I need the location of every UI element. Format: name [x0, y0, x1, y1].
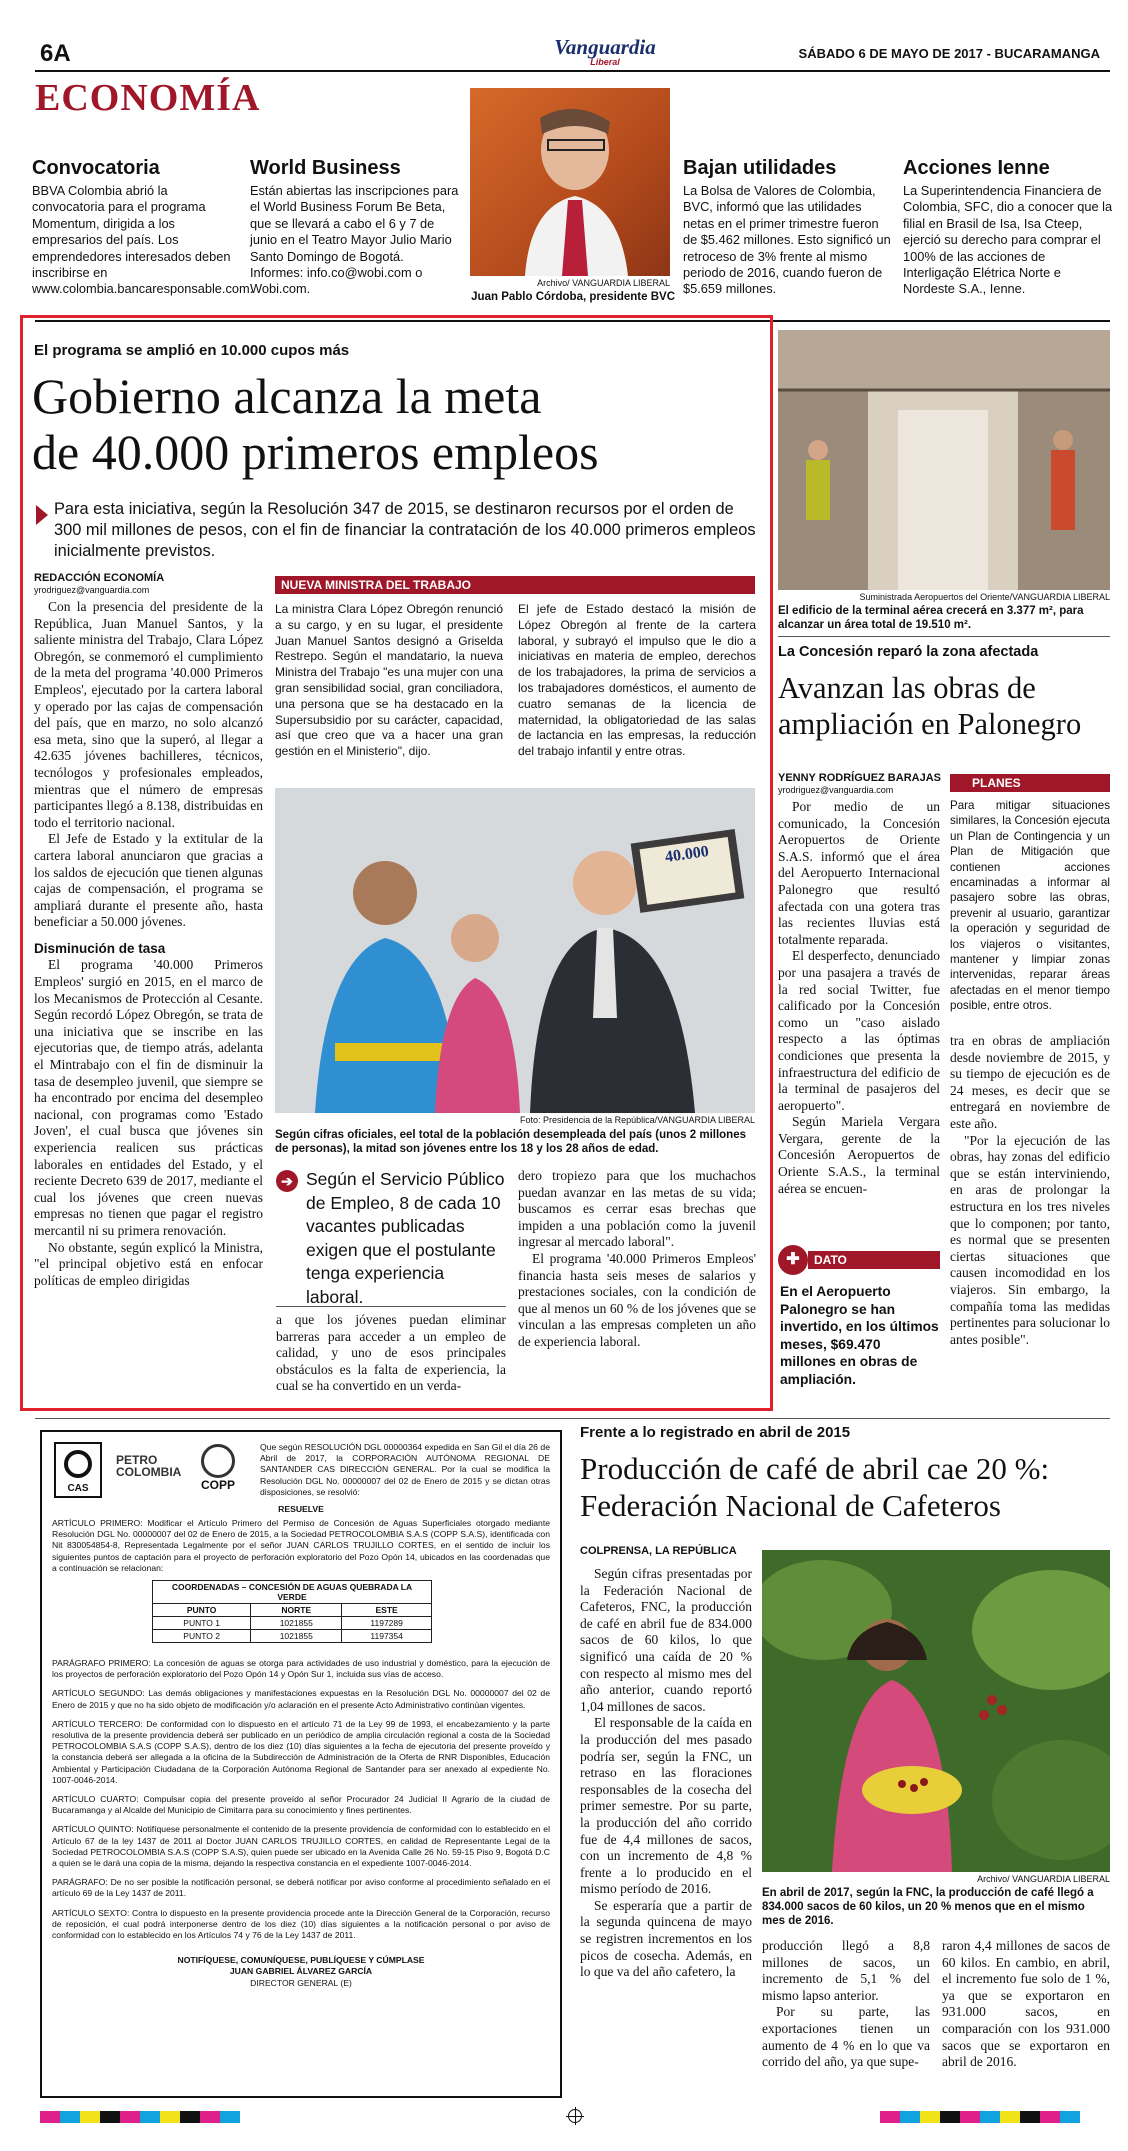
- bvc-photo-caption: Juan Pablo Córdoba, presidente BVC: [471, 291, 675, 303]
- color-registration-bar-right: [880, 2110, 1080, 2128]
- main-deck: Para esta iniciativa, según la Resolución 347 de 2015, se destinaron recursos por el orden de 300 mil millones de pesos, con el fin de financiar la contratación de los 40.000 primeros empleos inicialmente previstos.: [54, 500, 756, 560]
- plaque-text: 40.000: [663, 843, 710, 866]
- table-cell: 1197354: [342, 1630, 432, 1643]
- coffee-col-2: [762, 1938, 930, 2071]
- airport-col-1: [778, 799, 940, 1197]
- dato-box: [778, 1245, 940, 1395]
- copp-logo-text: COPP: [200, 1478, 235, 1492]
- legal-art-6: ARTÍCULO SEXTO: Contra lo dispuesto en la presente providencia procede ante la Dirección General de la Corporación, recurso de reposición, el cual podrá interponerse dentro de los diez (10) días siguientes a la notificación personal o por aviso de conformidad con lo establecido en los Artículos 74 y 76 de la Ley 1437 de 2011.: [52, 1907, 550, 1941]
- color-registration-bar-left: [40, 2110, 240, 2128]
- paragraph: Con la presencia del presidente de la República, Juan Manuel Santos, y la saliente ministra del Trabajo, Clara López Obregón, se conmemoró el cumplimiento de la meta del programa '40.000 Primeros Empleos', ejecutado por la cartera laboral y operado por las cajas de compensación del país, que en marzo, no solo alcanzó esa meta, sino que la superó, al llegar a 42.635 jóvenes bachilleres, técnicos, tecnólogos y profesionales empleados, mientras que el número de empresas participantes llegó a 8.138, distribuidas en todo el territorio nacional.: [34, 599, 263, 830]
- portrait-illustration: [470, 88, 670, 276]
- main-col-3-bottom: [518, 1168, 756, 1351]
- table-header: ESTE: [342, 1604, 432, 1617]
- headline-line-2: Federación Nacional de Cafeteros: [580, 1488, 1001, 1523]
- coffee-headline: [580, 1450, 1110, 1524]
- brief-text: La Superintendencia Financiera de Colombia, SFC, dio a conocer que la filial en Brasil de Isa, Isa Cteep, ejerció su derecho para comprar el 100% de las acciones de Interligação Elétrica Norte e Nordeste S.A., Ienne.: [903, 183, 1113, 297]
- coffee-photo-credit: Archivo/ VANGUARDIA LIBERAL: [977, 1874, 1110, 1884]
- airport-col-2: [950, 1033, 1110, 1348]
- legal-articles: [52, 1658, 550, 1989]
- section-title: ECONOMÍA: [35, 77, 261, 119]
- legal-signer: JUAN GABRIEL ÁLVAREZ GARCÍA: [229, 1966, 373, 1977]
- paragraph: No obstante, según explicó la Ministra, "el principal objetivo está en enfocar políticas de empleo dirigidas: [34, 1239, 263, 1288]
- legal-art-5: ARTÍCULO QUINTO: Notifíquese personalmente el contenido de la presente providencia de conformidad con lo establecido en el Artículo 67 de la ley 1437 de 2011 al Doctor JUAN CARLOS TRUJILLO CORTES, en calidad de Representante Legal de la Sociedad PETROCOLOMBIA S.A.S (COPP S.A.S), quien puede ser ubicado en la Avenida Calle 26 No. 59-15 Piso 9, Bogotá D.C a quien se le dará una copia de la misma, dejando la respectiva constancia en el expediente 1007-0046-2014.: [52, 1824, 550, 1869]
- legal-paragrafo-primero: PARÁGRAFO PRIMERO: La concesión de aguas se otorga para actividades de uso industrial y doméstico, para la ejecución de los proyectos de perforación exploratorio del Pozo Opón 14 y Opón Sur 1, incluida sus vías de acceso.: [52, 1658, 550, 1680]
- airport-photo: [778, 330, 1110, 590]
- coffee-byline: COLPRENSA, LA REPÚBLICA: [580, 1545, 737, 1557]
- legal-logos: [54, 1442, 254, 1502]
- table-header: PUNTO: [153, 1604, 251, 1617]
- main-subhead: Disminución de tasa: [34, 940, 166, 956]
- byline-email: yrodriguez@vanguardia.com: [778, 785, 894, 795]
- legal-art-4: ARTÍCULO CUARTO: Compulsar copia del presente proveído al señor Procurador 24 Judicial II Agrario de la ciudad de Bucaramanga y al Alcalde del Municipio de Cimitarra para su conocimiento y fines pertinentes.: [52, 1794, 550, 1816]
- masthead-title: Vanguardia: [554, 35, 656, 59]
- paragraph: El desperfecto, denunciado por una pasajera a través de la red social Twitter, fue calificado por la Concesión como un "caso aislado respecto a las óptimas condiciones que presenta la infraestructura del edificio de la terminal de pasajeros del aeropuerto".: [778, 948, 940, 1113]
- deck-marker: [36, 505, 48, 525]
- coordinates-table: [152, 1580, 432, 1643]
- paragraph: "Por la ejecución de las obras, hay zonas del edificio que se están interviniendo, en aras de prolongar la estructura en los tres niveles que lo componen; por tanto, es normal que se presenten ciertas situaciones que causen incomodidad en los viajeros. Sin embargo, la compañía toma las medidas pertinentes para solucionar lo antes posible".: [950, 1132, 1110, 1347]
- cas-emblem-icon: [64, 1450, 92, 1478]
- main-kicker: El programa se amplió en 10.000 cupos más: [34, 342, 350, 359]
- main-byline: [34, 572, 164, 596]
- bvc-photo-credit: Archivo/ VANGUARDIA LIBERAL: [537, 278, 670, 288]
- cas-logo: [54, 1442, 102, 1498]
- main-col-1: [34, 599, 263, 1289]
- legal-closing: NOTIFÍQUESE, COMUNÍQUESE, PUBLÍQUESE Y CÚMPLASE: [177, 1955, 425, 1966]
- sidebar-title: NUEVA MINISTRA DEL TRABAJO: [275, 576, 755, 594]
- paragraph: Según cifras presentadas por la Federación Nacional de Cafeteros, FNC, la producción de café en abril fue de 834.000 sacos de 60 kilos, lo que significó una caída de 20 % con respecto al mismo mes del año anterior, cuando reportó 1,04 millones de sacos.: [580, 1566, 752, 1714]
- legal-art-1: ARTÍCULO PRIMERO: Modificar el Artículo Primero del Permiso de Concesión de Aguas Superficiales otorgado mediante Resolución DGL No. 00000007 del 02 de Enero de 2015, a la Sociedad PETROCOLOMBIA S.A.S (COPP S.A.S), identificada con Nit 830054854-8, Representada Legalmente por el señor JUAN CARLOS TRUJILLO CORTES, en el sentido de incluir los siguientes puntos de captación para el proyecto de perforación exploratorio del Pozo Opón 14, ubicados en las coordenadas que a continuación se relacionan:: [52, 1518, 550, 1573]
- paragraph: Se esperaría que a partir de la segunda quincena de mayo se registren incrementos en los picos de cosecha. Además, en lo que va del año cafetero, la: [580, 1897, 752, 1980]
- sidebar-col-2: El jefe de Estado destacó la misión de López Obregón al frente de la cartera laboral, y subrayó el impulso que le dio a iniciativas en materia de empleo, derechos de los trabajadores, la prima de servicios a los trabajadores domésticos, el aumento de cuatro semanas de la licencia de maternidad, la obligatoriedad de las salas de lactancia en las empresas, la reducción del trabajo infantil y entre otras.: [518, 602, 756, 759]
- paragraph: El responsable de la caída en la producción del mes pasado podría ser, según la FNC, un retraso en las floraciones responsables de la cosecha del primer semestre. Por su parte, la producción del año corrido fue de 4,4 millones de sacos, con un incremento de 4,8 % frente a lo producido en el mismo período de 2016.: [580, 1715, 752, 1897]
- santos-photo: [275, 788, 755, 1113]
- brief-world-business: [250, 157, 460, 298]
- dato-icon: ✚: [778, 1245, 808, 1275]
- legal-paragrafo: PARÁGRAFO: De no ser posible la notificación personal, se deberá notificar por aviso conforme al procedimiento señalado en el artículo 69 de la Ley 1437 de 2011.: [52, 1877, 550, 1899]
- legal-notice: [40, 1430, 562, 2098]
- paragraph: El programa '40.000 Primeros Empleos' financia hasta seis meses de salarios y prestaciones sociales, con la condición de que al menos un 60 % de los jóvenes que se vinculan a las empresas completen un año de experiencia laboral.: [518, 1250, 756, 1349]
- copp-logo: [186, 1444, 250, 1492]
- table-cell: PUNTO 2: [153, 1630, 251, 1643]
- brief-text: Están abiertas las inscripciones para el World Business Forum Be Beta, que se llevará a cabo el 6 y 7 de junio en el Teatro Mayor Julio Mario Santo Domingo de Bogotá. Informes: info.co@wobi.com o Wobi.com.: [250, 183, 459, 297]
- paragraph: dero tropiezo para que los muchachos puedan avanzar en las metas de su vida; buscamos es cerrar esas brechas que impiden a una población como la juvenil ingresar al mercado laboral".: [518, 1168, 756, 1250]
- masthead: [535, 36, 675, 67]
- masthead-sub: Liberal: [590, 57, 620, 67]
- pullquote-rule: [276, 1306, 506, 1307]
- airport-headline: Avanzan las obras de ampliación en Palonegro: [778, 671, 1082, 741]
- airport-photo-caption: El edificio de la terminal aérea crecerá en 3.377 m², para alcanzar un área total de 19.510 m².: [778, 605, 1084, 631]
- table-cell: 1021855: [251, 1630, 342, 1643]
- coffee-picker-illustration: [762, 1550, 1110, 1872]
- airport-rule: [778, 636, 1110, 637]
- coffee-photo-caption: En abril de 2017, según la FNC, la producción de café llegó a 834.000 sacos de 60 kilos, un 20 % menos que en el mismo mes de 2016.: [762, 1887, 1094, 1927]
- brief-title: Acciones Ienne: [903, 157, 1050, 179]
- table-header: NORTE: [251, 1604, 342, 1617]
- legal-resuelve: RESUELVE: [278, 1504, 324, 1514]
- copp-emblem-icon: [201, 1444, 235, 1478]
- dato-text: En el Aeropuerto Palonegro se han invertido, en los últimos meses, $69.470 millones en obras de ampliación.: [780, 1284, 939, 1387]
- coffee-photo: [762, 1550, 1110, 1872]
- table-cell: PUNTO 1: [153, 1617, 251, 1630]
- cas-logo-text: CAS: [67, 1483, 89, 1494]
- brief-text: BBVA Colombia abrió la convocatoria para el programa Momentum, dirigida a los empresarios del país. Los emprendedores interesados deben inscribirse en www.colombia.bancaresponsable.com.: [32, 183, 254, 297]
- santos-photo-credit: Foto: Presidencia de la República/VANGUARDIA LIBERAL: [520, 1115, 755, 1125]
- bvc-president-photo: [470, 88, 670, 276]
- table-cell: 1021855: [251, 1617, 342, 1630]
- table-title: COORDENADAS – CONCESIÓN DE AGUAS QUEBRADA LA VERDE: [153, 1581, 432, 1604]
- table-row: [153, 1617, 432, 1630]
- headline-line-1: Producción de café de abril cae 20 %:: [580, 1451, 1050, 1486]
- main-col-2-bottom: a que los jóvenes puedan eliminar barreras para acceder a un empleo de calidad, y uno de esos principales obstáculos es la falta de experiencia, la cual se ha convertido en un verda-: [276, 1312, 506, 1394]
- table-cell: 1197289: [342, 1617, 432, 1630]
- santos-photo-caption: Según cifras oficiales, eel total de la población desempleada del país (unos 2 millones de personas), la mitad son jóvenes entre los 18 y los 28 años de edad.: [275, 1129, 747, 1155]
- dato-title: DATO: [808, 1251, 940, 1269]
- petro-logo-text: PETRO COLOMBIA: [116, 1453, 182, 1479]
- brief-convocatoria: [32, 157, 254, 298]
- airport-kicker: La Concesión reparó la zona afectada: [778, 644, 1039, 660]
- legal-intro: Que según RESOLUCIÓN DGL 00000364 expedida en San Gil el día 26 de Abril de 2017, la CORPORACIÓN AUTÓNOMA REGIONAL DE SANTANDER CAS DIRECCIÓN GENERAL. Por la cual se modifica la Resolución DGL No. 00000007 del 02 de Enero de 2015 y se dictan otras disposiciones, se resolvió:: [260, 1442, 550, 1497]
- lower-rule: [35, 1418, 1110, 1419]
- coffee-col-1: [580, 1566, 752, 1981]
- planes-text: Para mitigar situaciones similares, la Concesión ejecuta un Plan de Contingencia y un Plan de Mitigación que contienen acciones encaminadas a informar al pasajero sobre las obras, prevenir al usuario, garantizar la operación y seguridad de los viajeros o visitantes, mantener y limpiar zonas intervenidas, reparar áreas afectadas en el menor tiempo posible, entre otros.: [950, 799, 1110, 1013]
- sidebar-col-1: La ministra Clara López Obregón renunció a su cargo, y en su lugar, el presidente Juan Manuel Santos designó a Griselda Restrepo. Según el mandatario, la nueva Ministra del Trabajo "es una mujer con una gran sensibilidad social, gran conciliadora, una persona que se ha destacado en la Supersubsidio por su carácter, capacidad, así que creo que va a hacer una gran gestión en el Ministerio", dijo.: [275, 602, 503, 759]
- airport-byline: [778, 772, 941, 796]
- coffee-kicker: Frente a lo registrado en abril de 2015: [580, 1424, 851, 1441]
- byline-name: REDACCIÓN ECONOMÍA: [34, 572, 165, 584]
- pullquote-icon: ➔: [276, 1170, 298, 1192]
- paragraph: El programa '40.000 Primeros Empleos' surgió en 2015, en el marco de los Mecanismos de Protección al Cesante. Según recordó López Obregón, se trata de una iniciativa que se inscribe en las ejecutorias que, de tiempo atrás, adelanta el Mintrabajo con el fin de disminuir la tasa de desempleo juvenil, que siempre se ha encontrado por encima del desempleo nacional, con programas como 'Estado Joven', el cual busca que jóvenes sin experiencia realicen sus prácticas laborales en entidades del Estado, y el reciente Decreto 639 de 2017, mediante el cual los jóvenes que creen nuevas empresas no tienen que pagar el registro mercantil ni su primera renovación.: [34, 957, 263, 1238]
- paragraph: Según Mariela Vergara Vergara, gerente de la Concesión Aeropuertos de Oriente S.A.S., la terminal aérea se encuen-: [778, 1114, 940, 1196]
- ceremony-illustration: [275, 788, 755, 1113]
- petro-logo: [116, 1453, 182, 1479]
- coffee-col-3: raron 4,4 millones de sacos de 60 kilos. En cambio, en abril, el incremento fue solo de 1 %, ya que se exportaron en 931.000 sacos, en comparación con los 931.000 sacos que se exportaron en abril de 2016.: [942, 1938, 1110, 2070]
- headline-line-2: de 40.000 primeros empleos: [32, 424, 599, 480]
- paragraph: producción llegó a 8,8 millones de sacos, un incremento de 5,1 % del mismo lapso anterior.: [762, 1938, 930, 2003]
- terminal-illustration: [778, 330, 1110, 590]
- planes-title: PLANES: [950, 774, 1110, 792]
- legal-art-2: ARTÍCULO SEGUNDO: Las demás obligaciones y manifestaciones expuestas en la Resolución DGL No. 00000007 del 02 de Enero de 2015 y que no ha sido objeto de modificación y/o aclaración en el presente Acto Administrativo continúan vigentes.: [52, 1688, 550, 1710]
- brief-bajan-utilidades: [683, 157, 893, 298]
- date-line: SÁBADO 6 DE MAYO DE 2017 - BUCARAMANGA: [798, 46, 1100, 61]
- brief-acciones-ienne: [903, 157, 1113, 298]
- table-row: [153, 1630, 432, 1643]
- main-headline: [32, 368, 762, 480]
- brief-text: La Bolsa de Valores de Colombia, BVC, informó que las utilidades netas en el primer trimestre fueron de $5.462 millones. Esto significó un retroceso de 3% frente al mismo periodo de 2016, cuando fueron de $5.659 millones.: [683, 183, 891, 297]
- paragraph: Por medio de un comunicado, la Concesión Aeropuertos de Oriente S.A.S. informó que el área del Aeropuerto Internacional Palonegro que resultó afectada con una gotera tras las recientes lluvias está totalmente reparada.: [778, 799, 940, 947]
- brief-title: Convocatoria: [32, 157, 160, 179]
- legal-signer-title: DIRECTOR GENERAL (E): [250, 1977, 352, 1988]
- registration-mark-icon: [568, 2109, 582, 2123]
- legal-art-3: ARTÍCULO TERCERO: De conformidad con lo dispuesto en el artículo 71 de la Ley 99 de 1993, el encabezamiento y la parte resolutiva de la presente providencia deberá ser publicado en un periódico de amplia circulación regional a costa de la Sociedad PETROCOLOMBIA S.A.S (COPP S.A.S), dentro de los diez (10) días siguientes a la fecha de ejecutoria del presente proveído y la constancia deberá ser allegada a la oficina de la Subdirección de Administración de la Oferta de RNR Disponibles, Educación Ambiental y Participación Ciudadana de la Corporación Autónoma Regional de Santander para ser anexado al expediente No. 1007-0046-2014.: [52, 1718, 550, 1785]
- pullquote: Según el Servicio Público de Empleo, 8 de cada 10 vacantes publicadas exigen que el postulante tenga experiencia laboral.: [306, 1169, 505, 1307]
- page-number: 6A: [40, 40, 71, 67]
- byline-email: yrodriguez@vanguardia.com: [34, 585, 150, 595]
- header-rule: [35, 70, 1110, 72]
- headline-line-1: Gobierno alcanza la meta: [32, 368, 542, 424]
- brief-title: World Business: [250, 157, 401, 179]
- paragraph: Por su parte, las exportaciones tienen un aumento de 4 % en lo que va corrido del año, ya que supe-: [762, 2004, 930, 2070]
- brief-title: Bajan utilidades: [683, 157, 837, 179]
- paragraph: El Jefe de Estado y la extitular de la cartera laboral anunciaron que gracias a los saldos de ejecución que tienen algunas cajas de compensación, el programa se ampliará durante el presente año, hasta beneficiar a 50.000 jóvenes.: [34, 831, 263, 930]
- paragraph: tra en obras de ampliación desde noviembre de 2015, y su tiempo de ejecución es de 24 meses, es decir que se entregará en noviembre de este año.: [950, 1033, 1110, 1131]
- byline-name: YENNY RODRÍGUEZ BARAJAS: [778, 772, 941, 784]
- airport-photo-credit: Suministrada Aeropuertos del Oriente/VANGUARDIA LIBERAL: [859, 592, 1110, 602]
